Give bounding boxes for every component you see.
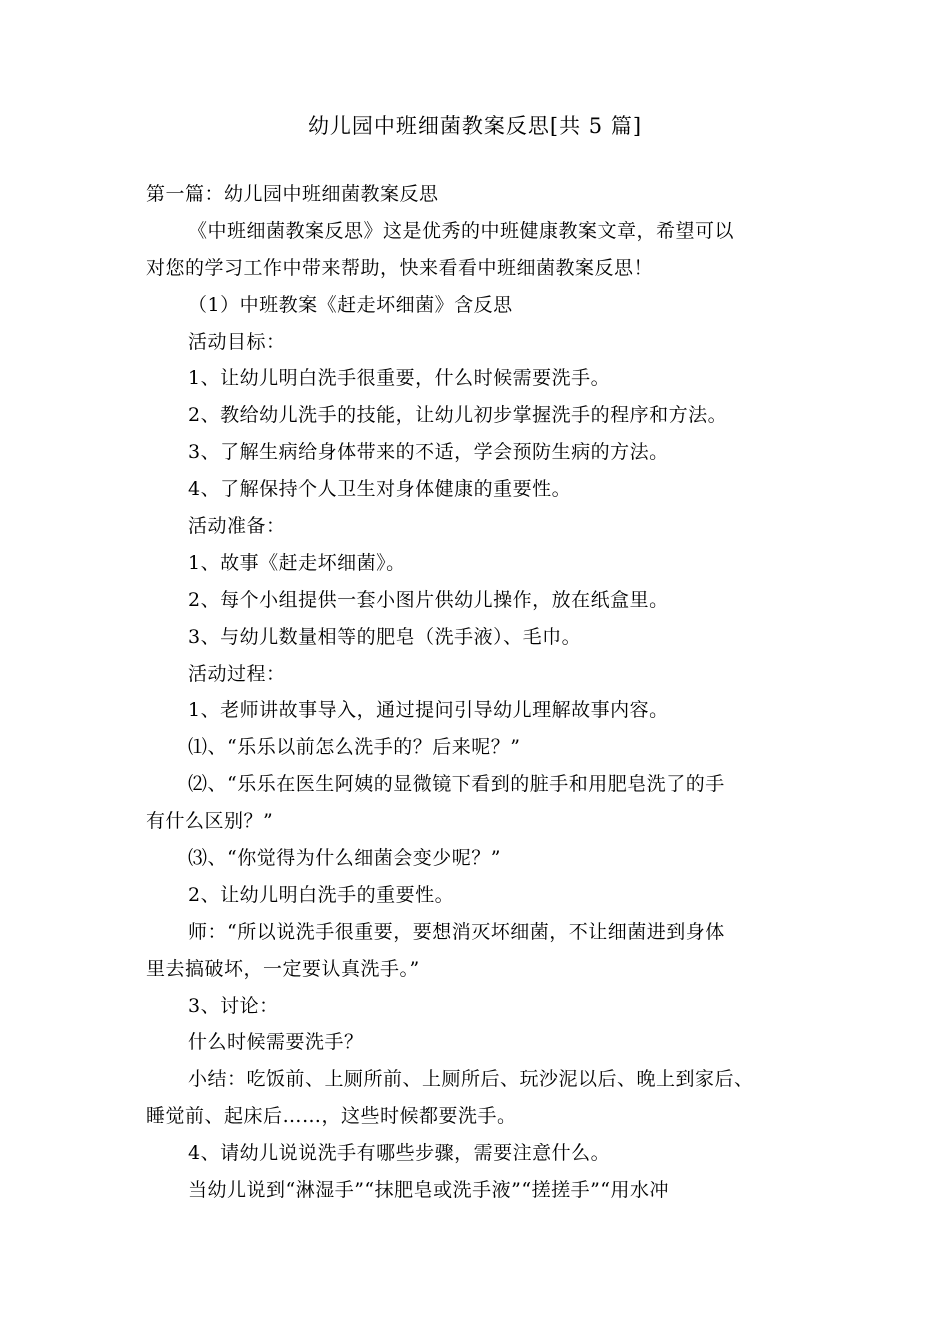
list-item: ⑴、“乐乐以前怎么洗手的？后来呢？” bbox=[188, 736, 521, 759]
list-item: 2、让幼儿明白洗手的重要性。 bbox=[188, 883, 455, 906]
paragraph-line: 《中班细菌教案反思》这是优秀的中班健康教案文章，希望可以 bbox=[188, 219, 735, 242]
paragraph-line: 当幼儿说到“淋湿手”“抹肥皂或洗手液”“搓搓手”“用水冲 bbox=[188, 1179, 669, 1202]
paragraph-line: 有什么区别？” bbox=[146, 810, 274, 833]
paragraph-line: 什么时候需要洗手？ bbox=[188, 1031, 364, 1054]
paragraph-line: 师：“所以说洗手很重要，要想消灭坏细菌，不让细菌进到身体 bbox=[188, 920, 725, 943]
paragraph-line: 里去搞破坏，一定要认真洗手。” bbox=[146, 957, 420, 980]
list-item: 4、了解保持个人卫生对身体健康的重要性。 bbox=[188, 478, 572, 501]
list-item: ⑵、“乐乐在医生阿姨的显微镜下看到的脏手和用肥皂洗了的手 bbox=[188, 773, 725, 796]
document-body bbox=[146, 176, 816, 1209]
subheading-process: 活动过程： bbox=[188, 662, 286, 685]
list-item: 4、请幼儿说说洗手有哪些步骤，需要注意什么。 bbox=[188, 1142, 611, 1165]
paragraph-line: 对您的学习工作中带来帮助，快来看看中班细菌教案反思！ bbox=[146, 256, 654, 279]
paragraph-line: 睡觉前、起床后……，这些时候都要洗手。 bbox=[146, 1105, 517, 1128]
list-item: ⑶、“你觉得为什么细菌会变少呢？” bbox=[188, 847, 501, 870]
list-item: 3、了解生病给身体带来的不适，学会预防生病的方法。 bbox=[188, 441, 669, 464]
lesson-heading: （1）中班教案《赶走坏细菌》含反思 bbox=[188, 293, 513, 316]
section-heading: 第一篇：幼儿园中班细菌教案反思 bbox=[146, 183, 439, 205]
paragraph-line: 小结：吃饭前、上厕所前、上厕所后、玩沙泥以后、晚上到家后、 bbox=[188, 1068, 754, 1091]
list-item: 3、讨论： bbox=[188, 994, 279, 1017]
subheading-goals: 活动目标： bbox=[188, 330, 286, 353]
document-title: 幼儿园中班细菌教案反思[共 5 篇] bbox=[307, 114, 643, 138]
list-item: 2、每个小组提供一套小图片供幼儿操作，放在纸盒里。 bbox=[188, 588, 669, 611]
list-item: 1、故事《赶走坏细菌》。 bbox=[188, 551, 406, 574]
list-item: 1、让幼儿明白洗手很重要，什么时候需要洗手。 bbox=[188, 367, 611, 390]
subheading-preparation: 活动准备： bbox=[188, 515, 286, 538]
list-item: 3、与幼儿数量相等的肥皂（洗手液）、毛巾。 bbox=[188, 625, 582, 648]
list-item: 2、教给幼儿洗手的技能，让幼儿初步掌握洗手的程序和方法。 bbox=[188, 404, 728, 427]
list-item: 1、老师讲故事导入，通过提问引导幼儿理解故事内容。 bbox=[188, 699, 669, 722]
